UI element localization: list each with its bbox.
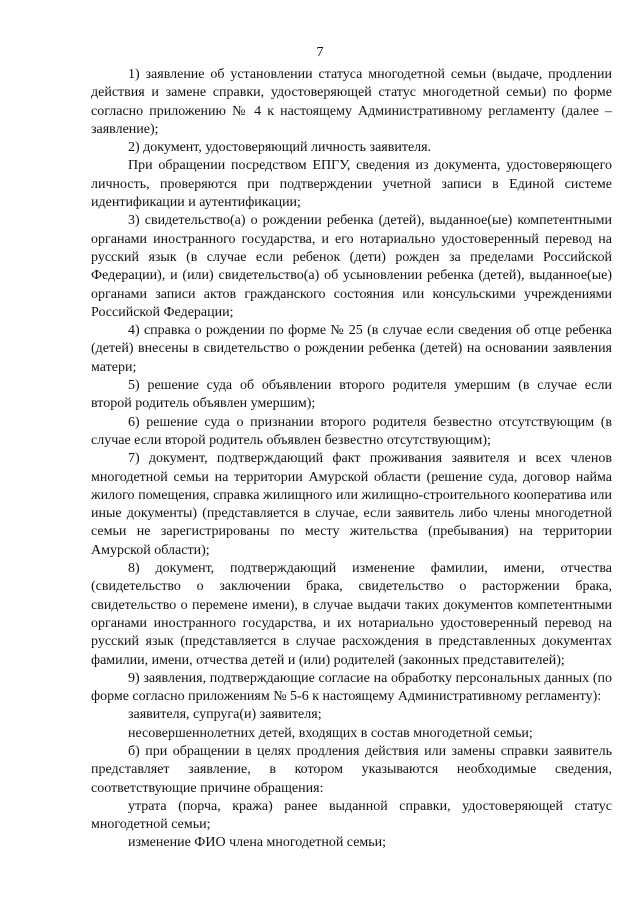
list-item-minor-children: несовершеннолетних детей, входящих в состав многодетной семьи;: [128, 725, 533, 741]
paragraph-court-decision-missing: 6) решение суда о признании второго родителя безвестно отсутствующим (в случае если второй родитель объявлен безвестно отсутствующим);: [91, 414, 612, 448]
paragraph-identity-document: 2) документ, удостоверяющий личность заявителя.: [128, 140, 432, 156]
paragraph-name-change-document: 8) документ, подтверждающий изменение фамилии, имени, отчества (свидетельство о заключении брака, свидетельство о расторжении брака, свидетельство о перемене имени), в случае выдачи таких документов компетентными органами иностранного государства, и их нотариально удостоверенный перевод на русский язык (представляется в случае расхождения в представленных документах фамилии, имени, отчества детей и (или) родителей (законных представителей);: [91, 561, 612, 668]
paragraph-birth-certificate: 3) свидетельство(а) о рождении ребенка (детей), выданное(ые) компетентными органами иностранного государства, и его нотариально удостоверенный перевод на русский язык (в случае если ребенок (дети) рожден за пределами Российской Федерации), и (или) свидетельство(а) об усыновлении ребенка (детей), выданное(ые) органами записи актов гражданского состояния или консульскими учреждениями Российской Федерации;: [91, 213, 612, 320]
paragraph-renewal-replacement: б) при обращении в целях продления действия или замены справки заявитель представляет заявление, в котором указываются необходимые сведения, соответствующие причине обращения:: [91, 743, 612, 796]
page-number: 7: [316, 45, 324, 60]
list-item-applicant-spouse: заявителя, супруга(и) заявителя;: [128, 707, 322, 723]
list-item-lost-certificate: утрата (порча, кража) ранее выданной справки, удостоверяющей статус многодетной семьи;: [91, 798, 612, 833]
paragraph-residence-document: 7) документ, подтверждающий факт проживания заявителя и всех членов многодетной семьи на территории Амурской области (решение суда, договор найма жилого помещения, справка жилищного или жилищно-строительного кооператива или иные документы) (представляется в случае, если заявитель либо члены многодетной семьи не зарегистрированы по месту жительства (пребывания) на территории Амурской области);: [91, 451, 612, 558]
paragraph-personal-data-consent: 9) заявления, подтверждающие согласие на обработку персональных данных (по форме согласно приложениям № 5-6 к настоящему Административному регламенту):: [91, 670, 612, 705]
paragraph-birth-reference-form-25: 4) справка о рождении по форме № 25 (в случае если сведения об отце ребенка (детей) внесены в свидетельство о рождении ребенка (детей) на основании заявления матери;: [91, 323, 612, 375]
paragraph-court-decision-deceased: 5) решение суда об объявлении второго родителя умершим (в случае если второй родитель объявлен умершим);: [91, 378, 612, 412]
list-item-name-change: изменение ФИО члена многодетной семьи;: [128, 835, 387, 851]
paragraph-epgu-verification: При обращении посредством ЕПГУ, сведения из документа, удостоверяющего личность, проверяются при подтверждении учетной записи в Единой системе идентификации и аутентификации;: [91, 158, 612, 211]
paragraph-application-form: 1) заявление об установлении статуса многодетной семьи (выдаче, продлении действия и замене справки, удостоверяющей статус многодетной семьи) по форме согласно приложению № 4 к настоящему Административному регламенту (далее – заявление);: [91, 67, 612, 137]
document-body: [91, 66, 612, 853]
